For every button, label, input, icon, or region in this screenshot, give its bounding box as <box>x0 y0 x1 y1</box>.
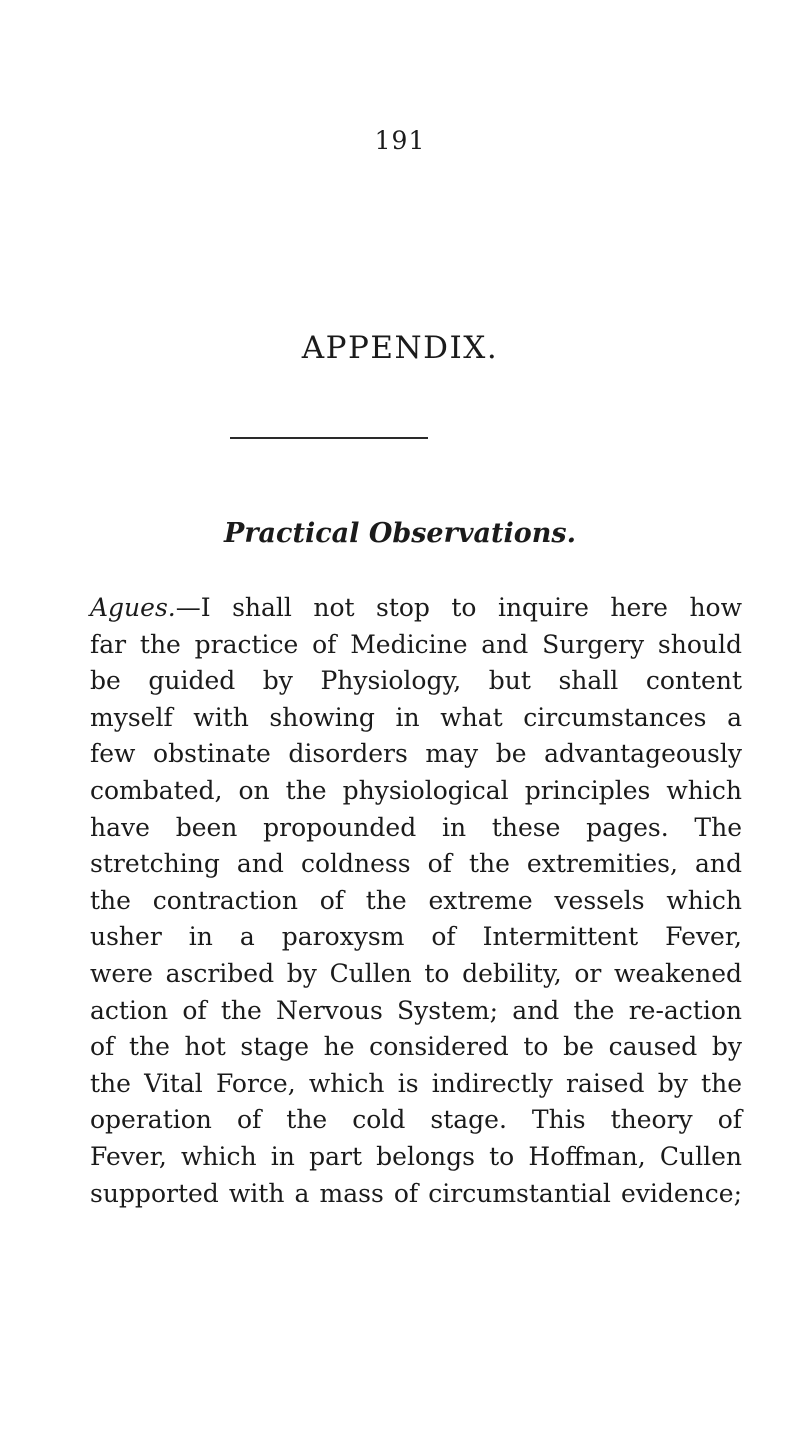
text-line-6: combated, on the physiological principles which <box>90 775 742 805</box>
text-line-15: operation of the cold stage. This theory of <box>90 1105 742 1135</box>
text-line-4: myself with showing in what circumstances a <box>90 702 742 732</box>
text-line-10: usher in a paroxysm of Intermittent Fever, <box>90 922 742 952</box>
page-number: 191 <box>374 126 426 155</box>
text-line-16: Fever, which in part belongs to Hoffman, Cullen <box>90 1141 742 1171</box>
text-line-1 <box>90 590 742 627</box>
text-line-13: of the hot stage he considered to be caused by <box>90 1032 742 1062</box>
first-line-text: —I shall not stop to inquire here how <box>175 593 742 622</box>
text-line-14: the Vital Force, which is indirectly raised by the <box>90 1068 742 1098</box>
text-line-5: few obstinate disorders may be advantageously <box>90 739 742 769</box>
text-line-8: stretching and coldness of the extremities, and <box>90 849 742 879</box>
text-line-2: far the practice of Medicine and Surgery should <box>90 629 742 659</box>
text-line-7: have been propounded in these pages. The <box>90 812 742 842</box>
lead-term: Agues. <box>90 593 176 622</box>
body-paragraph <box>90 590 742 1212</box>
text-line-9: the contraction of the extreme vessels which <box>90 885 742 915</box>
subheading: Practical Observations. <box>224 518 576 549</box>
section-heading: APPENDIX. <box>301 330 499 366</box>
text-line-17: supported with a mass of circumstantial evidence; <box>90 1178 742 1208</box>
text-line-12: action of the Nervous System; and the re-action <box>90 995 742 1025</box>
text-line-3: be guided by Physiology, but shall content <box>90 666 742 696</box>
text-line-11: were ascribed by Cullen to debility, or weakened <box>90 958 742 988</box>
heading-divider <box>230 437 428 439</box>
